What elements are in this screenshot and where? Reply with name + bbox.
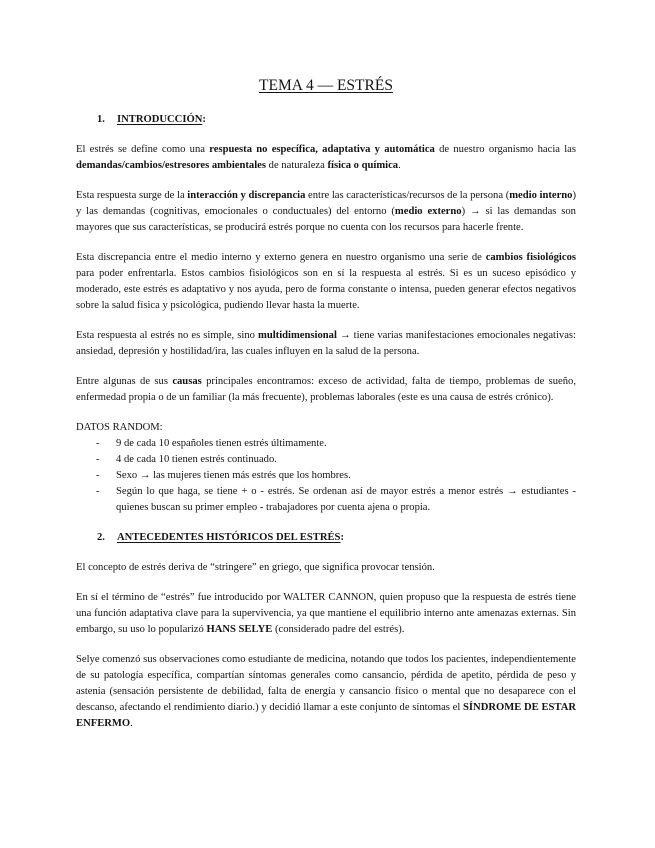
list-item: - 9 de cada 10 españoles tienen estrés últimamente. xyxy=(96,438,327,449)
paragraph-etymology: El concepto de estrés deriva de “stringere” en griego, que significa provocar tensión. xyxy=(76,562,435,573)
list-item: - 4 de cada 10 tienen estrés continuado. xyxy=(96,454,277,465)
paragraph-selye-observations: Selye comenzó sus observaciones como estudiante de medicina, notando que todos los pacientes, independientemente de su patología específica, compartían síntomas generales como cansancio, pérdida de apetito, pérdida de peso y astenia (sensación persistente de debilidad, falta de energía y cansancio físico o mental que no desaparece con el descanso, afectando el rendimiento diario.) y decidió llamar a este conjunto de síntomas el SÍNDROME DE ESTAR ENFERMO. xyxy=(76,654,577,729)
paragraph-cannon-selye: En sí el término de “estrés” fue introducido por WALTER CANNON, quien propuso que la respuesta de estrés tiene una función adaptativa clave para la supervivencia, ya que mantiene el equilibrio interno ante amenazas externas. Sin embargo, su uso lo popularizó HANS SELYE (considerado padre del estrés). xyxy=(76,592,576,635)
paragraph-multidimensional: Esta respuesta al estrés no es simple, sino multidimensional → tiene varias manifestaciones emocionales negativas: ansiedad, depresión y hostilidad/ira, las cuales influyen en la salud de la persona. xyxy=(76,330,576,357)
datos-random-label: DATOS RANDOM: xyxy=(76,422,163,433)
section-heading-introduccion: 1. INTRODUCCIÓN: xyxy=(97,114,206,125)
list-item: - Sexo → las mujeres tienen más estrés que los hombres. xyxy=(96,470,351,481)
list-item: - Según lo que haga, se tiene + o - estrés. Se ordenan así de mayor estrés a menor estrés → estudiantes - quienes buscan su primer empleo - trabajadores por cuenta ajena o propia. xyxy=(96,486,576,513)
paragraph-causes: Entre algunas de sus causas principales encontramos: exceso de actividad, falta de tiempo, problemas de sueño, enfermedad propia o de un familiar (la más frecuente), problemas laborales (este es una causa de estrés crónico). xyxy=(76,376,577,403)
section-heading-antecedentes: 2. ANTECEDENTES HISTÓRICOS DEL ESTRÉS: xyxy=(97,532,344,543)
paragraph-interaction: Esta respuesta surge de la interacción y discrepancia entre las características/recursos de la persona (medio interno) y las demandas (cognitivas, emocionales o conductuales) del entorno (medio externo) → si las demandas son mayores que sus características, se producirá estrés porque no cuenta con los recursos para hacerle frente. xyxy=(76,190,577,233)
datos-random-list xyxy=(76,436,576,516)
paragraph-physiological-changes: Esta discrepancia entre el medio interno y externo genera en nuestro organismo una serie de cambios fisiológicos para poder enfrentarla. Estos cambios fisiológicos son en sí la respuesta al estrés. Si es un suceso episódico y moderado, este estrés es adaptativo y nos ayuda, pero de forma constante o intensa, pueden generar efectos negativos sobre la salud física y psicológica, pudiendo llevar hasta la muerte. xyxy=(76,252,576,311)
page-title: TEMA 4 — ESTRÉS xyxy=(259,77,393,94)
paragraph-definition: El estrés se define como una respuesta no específica, adaptativa y automática de nuestro organismo hacia las demandas/cambios/estresores ambientales de naturaleza física o química. xyxy=(76,144,576,171)
